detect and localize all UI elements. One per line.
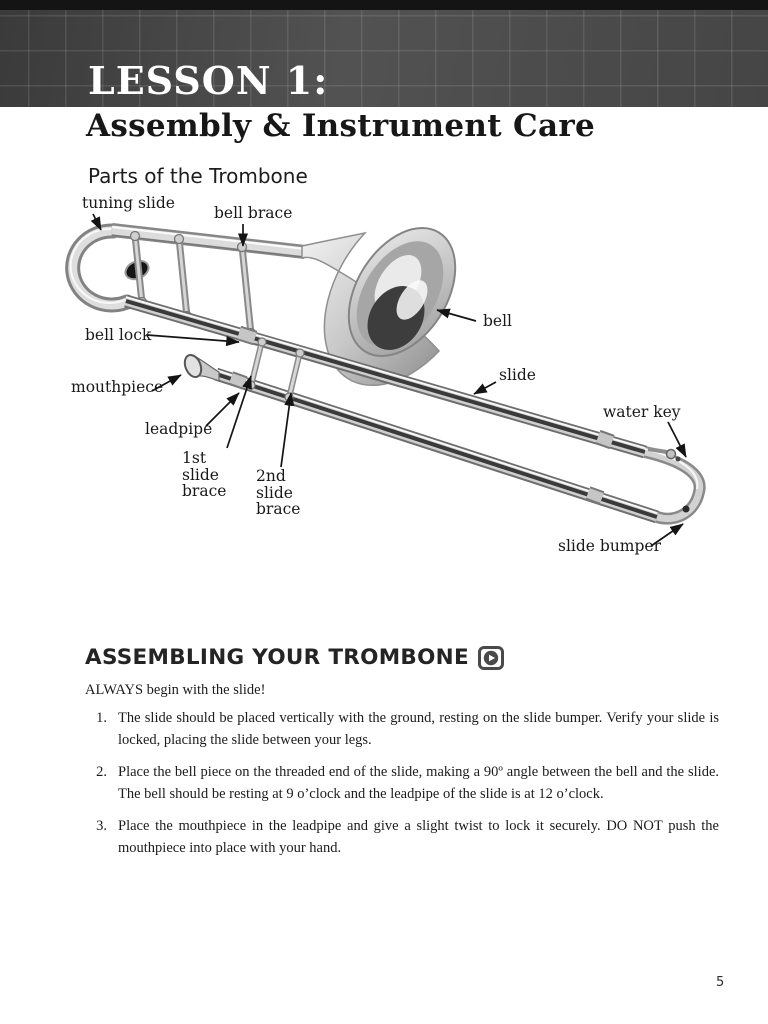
label-slide: slide <box>499 366 536 384</box>
lesson-title: Assembly & Instrument Care <box>86 108 595 144</box>
label-mouthpiece: mouthpiece <box>71 378 164 396</box>
assembly-heading: ASSEMBLING YOUR TROMBONE <box>85 645 469 670</box>
label-bell-brace: bell brace <box>214 204 293 222</box>
mouthpiece-shape <box>182 353 219 381</box>
assembly-section <box>85 645 730 870</box>
assembly-step <box>85 708 730 751</box>
label-leadpipe: leadpipe <box>145 420 213 438</box>
step-number: 3. <box>96 818 107 834</box>
play-video-icon[interactable] <box>478 646 504 670</box>
label-1st-slide-brace: 1st slide brace <box>182 449 227 500</box>
label-bell-lock: bell lock <box>85 326 152 344</box>
step-number: 2. <box>96 764 107 780</box>
label-bell: bell <box>483 312 513 330</box>
label-tuning-slide: tuning slide <box>82 194 175 212</box>
step-text: Place the mouthpiece in the leadpipe and give a slight twist to lock it securely. DO NOT push the mouthpiece into place with your hand. <box>118 818 719 856</box>
assembly-steps <box>85 708 730 859</box>
step-text: Place the bell piece on the threaded end of the slide, making a 90º angle between the bell and the slide. The bell should be resting at 9 o’clock and the leadpipe of the slide is at 12 o’clock. <box>118 764 719 802</box>
label-water-key: water key <box>603 403 681 421</box>
step-number: 1. <box>96 710 107 726</box>
assembly-step <box>85 816 730 859</box>
assembly-intro: ALWAYS begin with the slide! <box>85 682 266 698</box>
top-dark-strip <box>0 0 768 10</box>
step-text: The slide should be placed vertically with the ground, resting on the slide bumper. Verify your slide is locked, placing the slide between your legs. <box>118 710 719 748</box>
label-2nd-slide-brace: 2nd slide brace <box>256 467 301 518</box>
diagram-title: Parts of the Trombone <box>88 164 308 188</box>
slide-bumper-shape <box>683 506 690 513</box>
label-slide-bumper: slide bumper <box>558 537 661 555</box>
page-number: 5 <box>716 975 725 990</box>
assembly-step <box>85 762 730 805</box>
lesson-number-heading: LESSON 1: <box>88 58 329 103</box>
